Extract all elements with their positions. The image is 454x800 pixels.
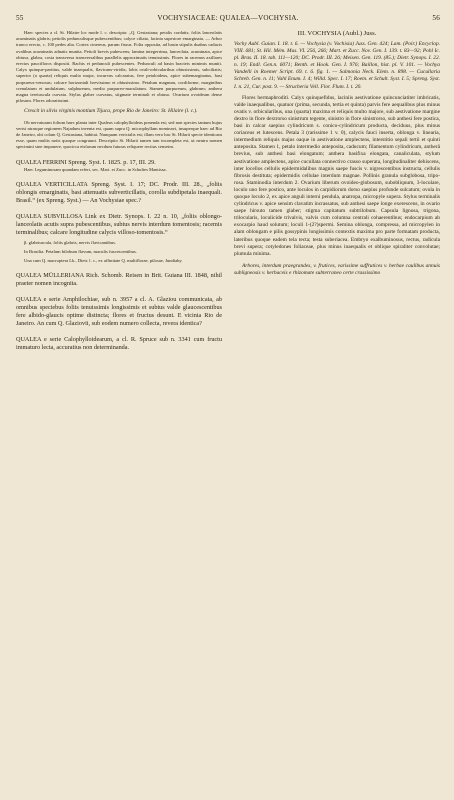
- running-title: VOCHYSIACEAE: QUALEA—VOCHYSIA.: [157, 14, 299, 22]
- page-number-left: 55: [16, 14, 24, 22]
- two-column-layout: [16, 30, 440, 352]
- observation-paragraph: Ob nervaturam folium haec planta inter Qualeas calophylloideas ponenda est; sed non species tantum hujus verisi ntrasque regionem Najadum inventa est, quam supra Q. microphyllam nominavi, insuperque haec ad Rio de Janeiro, ubi colam Q. Gestasiana, habitat. Nunquam vertcialis est; illam vero hac St. Hilarii specie identicam esse, quam multis notis quoque congruunt. Descriptio St. Hilarii tamen tam incompleta est, ut neutra nomen specimini sine imponere, quocirca eisfarum necdum futuras reliquere rectius censeim.: [16, 119, 222, 150]
- left-column: [16, 30, 222, 352]
- species-heading-ferrini: QUALEA FERRINI Spreng. Syst. I. 1825. p. 17, III. 29.: [16, 158, 156, 166]
- variety-note: β. glabriuscula, foliis glabris, nervis flavicantibus.: [24, 239, 117, 245]
- page-header: [16, 14, 440, 22]
- genus-title: III. VOCHYSIA (Aubl.) Juss.: [297, 30, 377, 37]
- page-number-right: 56: [432, 14, 440, 22]
- ferrini-note: Haec Leguminosam quandam refert, sec. Mart. et Zucc. in Schultes Mantissa.: [24, 166, 167, 172]
- species-heading-subvillosa: QUALEA SUBVILLOSA Link ex Dietr. Synops. I. 22 n. 10, „foliis oblongo-lanceolatis acutis supra pubescentibus, subtus nervis interdum tomentosis; racemis terminalibus; calcare longitudine calycis villoso-tomentosis.“: [16, 212, 222, 236]
- species-description: Haec species a cl. St. Hilaire loc mode l. c. descripta: „Q. Gestasiana; petalis cordatis; foliis lanceolatis acuminatis glabris; petiolis pedunculisque pubescentibus; calyce ciliato, lacinia superiore emarginata. — Arbor trunco erecto, c. 100 pedes alta. Cortex cinereus, parum fissus. Folia opposita, ad basin stipulis duabus caducis ovalibus acuminatis adnatis munita. Petioli brevis pubescens; lamina integerrima, lanceolata, acuminata, apice obtusa, glabra, costa transversa transversalibus parallelis approximatis tenuissimis. Flores in racemos axillares erectos paucifloros dispositi. Rachis et pedunculi pubescentes. Pedunculi ad basin bracteis minimis muniti. Calyx quinque-partitus, valde inaequalis, flavicans-viridis; lobis ovali-orbicularibus obtusissimis, subciliatis; superior (a quarta) reliquis multo major, incurvus calcaratus, fere petaloideus, apice subemarginatus, basi purpureus-venosus; calcare horizontali brevissimo et obtusissimo. Petalum magnum, cordiforme, marginibus crenulatum et undulatum, sulphureum, medio purpureo-maculatum. Stamen purpureum, glabrum; anthera magna tereiuscula curvata. Stylus glaber curvatus, stigmate terminali et obtuso. Ovarium ovoideum dense pilosum. Flores odoratissimi.: [16, 30, 222, 104]
- locality-note: In Brasilia. Petalum bilobum flavum, maculis fuscescentibus.: [24, 248, 137, 254]
- species-heading-verticillata: QUALEA VERTICILLATA Spreng. Syst. I. 17; DC. Prodr. III. 28., „foliis oblongis emarginatis, basi attenuatis subverticillatis, corolla subdipetala inaequali. Brasil.“ (ex Spreng. Syst.) — An Vochysiae spec.?: [16, 180, 222, 204]
- habitat-note: Crescit in silvis virginis montium Tijuca, prope Rio de Janeiro: St. Hilaire (l. c.).: [24, 108, 198, 115]
- species-note-calophylloidearum: QUALEA e serie Calophylloidearum, a cl. R. Spruce sub n. 3341 cum fructu immaturo lecta, accuratius non determinanda.: [16, 336, 222, 352]
- genus-synonymy: Vochy Aubl. Guian. I. 18. t. 6. — Vochysia (v. Vochisia) Juss. Gen. 424; Lam. (Poir.) Encyclop. VIII. 681; St. Hil. Mém. Mus. VI. 256, 266; Mart. et Zucc. Nov. Gen. I. 139. t. 83—92; Pohl Ic. pl. Bras. II. 18. tab. 111—120; DC. Prodr. III. 26; Meisen. Gen. 119. (85.); Dietr. Synops. I. 22. n. 19; Endl. Gen.n. 6071; Benth. et Hook. Gen. I. 976; Baillon, hist. pl. V. 101. — Vochya Vandelli in Roemer Script. 69. t. 6. fig. 1. — Salmonia Neck. Elem. n. 898. — Cucullaria Schreb. Gen. n. 11; Vahl Enum. I. 4; Willd. Spec. I. 17; Roem. et Schult. Syst. I. 5; Spreng. Syst. I. n. 21, Cur. post. 9. — Strucheria Vell. Flor. Flum. I. t. 20.: [234, 41, 440, 90]
- species-note-amphilochiae: QUALEA e serie Amphilochiae, sub n. 3957 a cl. A. Glaziou communicata, ab omnibus speciebus foliis tenuissimis longissimis et subtus valde glaucescentibus fere albido-glaucis optime distincta; flores et fructus desunt. E vicinia Rio de Janeiro. An cum Q. Glaziovii, sub eodem numero collecta, revera identica?: [16, 296, 222, 328]
- affinity-note: Una cum Q. macroptera Lk., Dietr. l. c., ex affinitate Q. multiflorae, pilosae, Jundiahy.: [24, 258, 183, 264]
- habit-note: Arbores, interdum praegrandes, v. frutices, varissime suffrutices v. herbae caulibus annuis subligneosis v. herbaceis e rhizomate subterraneo certe crassissimo: [234, 262, 440, 276]
- species-heading-mulleriana: QUALEA MÜLLERIANA Rich. Schomb. Reisen in Brit. Guiana III. 1848, nihil praeter nomen incognita.: [16, 272, 222, 288]
- right-column: [234, 30, 440, 352]
- genus-description: Flores hermaphroditi. Calyx quinquefidus, laciniis aestivatione quincunciatiter imbricatis, valde inaequalibus, quatuor (prima, secunda, tertia et quinta) parvis fere aequalibus plus minus ovatis v. orbicularibus, una (quarta) maxima et reliquis multo majore, sub aestivatione margine dextro in flore dextrorso sinistrum tegente, sinistro in flore sinistrorso, sub anthesi fere postica, basi in calcar saepius cylindricum s. conico-cylindricum producta, deciduus, plus minus coriaceus et lutescens. Petala 3 (rarissime 1 v. 0), calycis fauci inserta, oblonga v. linearia, intermedium reliquis majus oaque in aestivatione amplectens, interstitio sepali tertii et quinti anteposita. Stamen 1, petalo intermedio anteposita, caducum; filamentum cylindricum, antherâ brevius, sub anthesi basi elongatum; anthera basifixa elongata, canaliculata, stylum aestivatione amplectens, apice cucullata connectivo crasso superata, longitudinaliter dehiscens, inter locellos cellulis epidermidalibus magnis saepe fuscis v. nigrescentibus instructa, cellulis fibrosis destituta; epidermidis cellulae interdum magnae. Pollinis granula subglobosa, tripo-rosa. Staminodia interdum 2. Ovarium liberum ovoideo-globosum, subobliquum, 3-loculare, loculo uno fere postico, ante loculos in carpidiorum dorso saepius profunde sulcatum; ovula in quoque loculo 2, ex apice anguli interni pendula, anatropa, micropyle supera. Stylus terminalis cylindricus v. apice sensim clavatim incrassatus, sub anthesi saepe longe exerescens, in ovario saepe hirsuto tamen glaber; stigma capitatum subtrilobum. Capsula lignosa, trigona, trilocularis, loculicide trivalvis, valvis cum columna centrali cohaerentibus; endocarpium ab exocarpio haud solutum; loculi 1-(2?)spermi. Semina oblonga, compressa, ad micropylen in alam oblongam e pilis gossypinis longissimis contextis maxima pro parte formatam producta, lateribus quoque eadem tela tecta; testa suberiacea. Embryo exalbuminosus, rectus, radicula brevi supera; cotyledones foliaceae, plus minus inaequalis et oblique spiraliter convolutae; plumula minima.: [234, 94, 440, 257]
